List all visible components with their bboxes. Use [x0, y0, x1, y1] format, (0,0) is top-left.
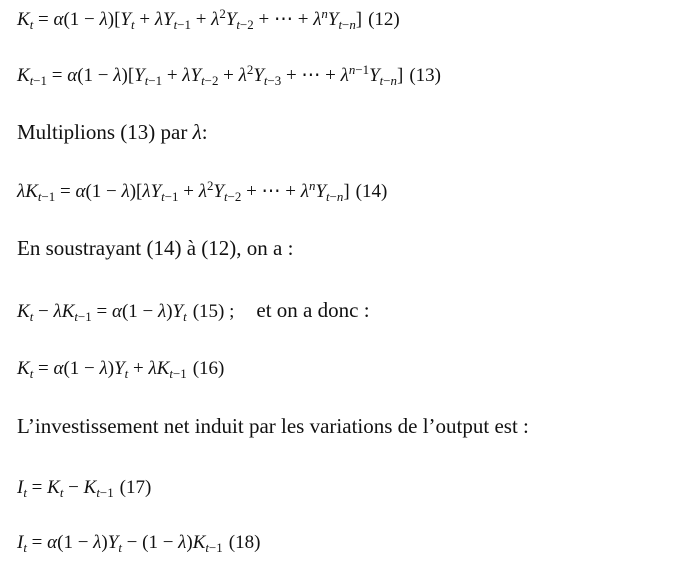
equation-15: $K_t - \lambda K_{t-1} = \alpha(1 - \lambda)Y_t$ (15) ; et on a donc :	[17, 298, 370, 325]
equation-18: $I_t = \alpha(1 - \lambda)Y_t - (1 - \lambda)K_{t-1}$ (18)	[17, 532, 261, 556]
paragraph-soustrayant: En soustrayant (14) à (12), on a :	[17, 236, 294, 260]
equation-14: $\lambda K_{t-1} = \alpha(1 - \lambda)[\lambda Y_{t-1} + \lambda^2Y_{t-2}$ + ⋯ + $\lambda^nY_{t-n}$] (14)	[17, 177, 388, 205]
equation-number: (14)	[355, 181, 388, 202]
equation-number: (17)	[119, 477, 152, 498]
equation-number: (15) ;	[192, 301, 235, 322]
equation-number: (18)	[228, 532, 261, 553]
paragraph-multiplions: Multiplions (13) par λ:	[17, 120, 208, 144]
equation-number: (12)	[368, 9, 400, 30]
equation-12: $K_t = \alpha(1 - \lambda)[Y_t + \lambda Y_{t-1} + \lambda^2Y_{t-2}$ + ⋯ + $\lambda^nY_{t-n}$] (12)	[17, 5, 400, 33]
equation-17: $I_t = K_t - K_{t-1}$ (17)	[17, 477, 152, 501]
equation-number: (13)	[409, 65, 441, 86]
paragraph-investissement: L’investissement net induit par les variations de l’output est :	[17, 414, 529, 438]
text-donc: et on a donc :	[256, 298, 370, 322]
equation-16: $K_t = \alpha(1 - \lambda)Y_t + \lambda K_{t-1}$ (16)	[17, 358, 225, 382]
equation-13: $K_{t-1} = \alpha(1 - \lambda)[Y_{t-1} + \lambda Y_{t-2} + \lambda^2Y_{t-3}$ + ⋯ + $\lambda^{n-1}Y_{t-n}$] (13)	[17, 61, 441, 89]
equation-number: (16)	[192, 358, 225, 379]
